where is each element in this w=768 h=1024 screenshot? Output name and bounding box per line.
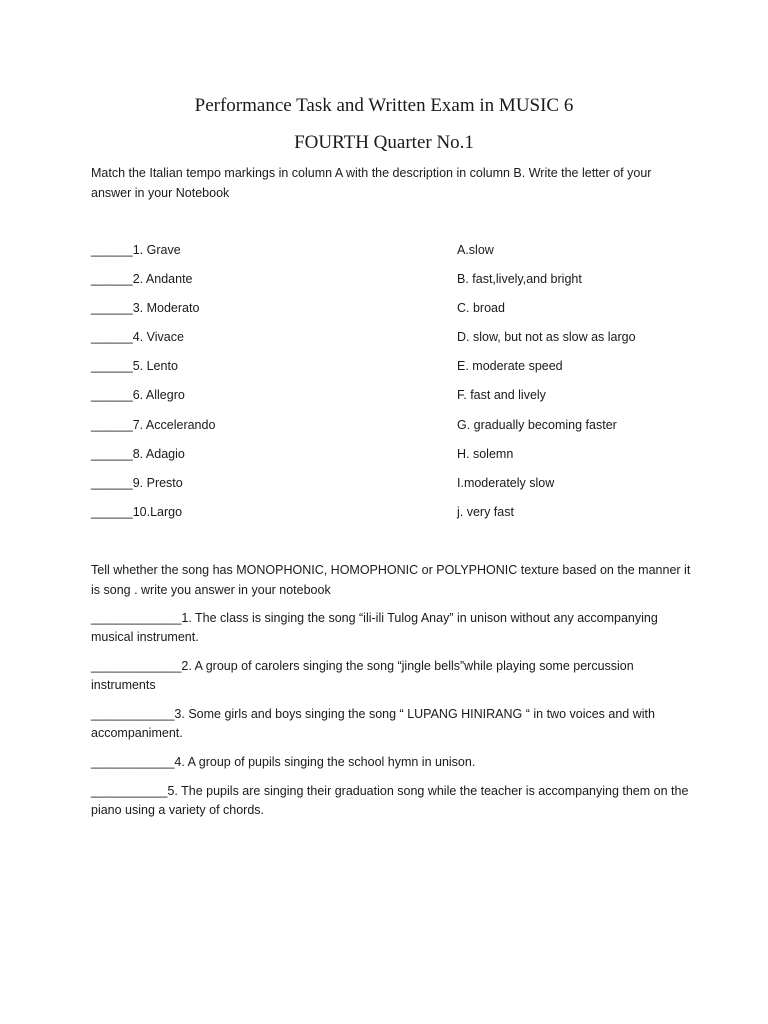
texture-question-list [91, 609, 691, 830]
matching-row [0, 299, 768, 328]
matching-row [0, 328, 768, 357]
description-item: B. fast,lively,and bright [457, 272, 582, 287]
texture-question: ____________4. A group of pupils singing the school hymn in unison. [91, 755, 476, 769]
description-item: F. fast and lively [457, 388, 546, 403]
matching-row [0, 386, 768, 415]
description-item: H. solemn [457, 446, 514, 461]
description-item: E. moderate speed [457, 359, 563, 374]
tempo-item: ______1. Grave [91, 243, 181, 257]
matching-row [0, 503, 768, 532]
tempo-item: ______10.Largo [91, 504, 183, 519]
tempo-item: ______7. Accelerando [91, 417, 216, 432]
description-item: G. gradually becoming faster [457, 417, 617, 432]
texture-question: ___________5. The pupils are singing their graduation song while the teacher is accompanying them on the piano using a variety of chords. [91, 784, 689, 817]
texture-instructions: Tell whether the song has MONOPHONIC, HOMOPHONIC or POLYPHONIC texture based on the manner it is song . write you answer in your notebook [91, 563, 691, 597]
tempo-item: ______4. Vivace [91, 330, 184, 345]
tempo-item: ______8. Adagio [91, 446, 185, 461]
matching-row [0, 416, 768, 445]
description-item: I.moderately slow [457, 475, 555, 490]
description-item: j. very fast [457, 504, 514, 519]
matching-row [0, 357, 768, 386]
matching-row [0, 270, 768, 299]
matching-row [0, 445, 768, 474]
description-item: A.slow [457, 243, 494, 257]
tempo-item: ______5. Lento [91, 359, 178, 374]
matching-row [0, 474, 768, 503]
tempo-item: ______3. Moderato [91, 301, 200, 316]
matching-instructions: Match the Italian tempo markings in column A with the description in column B. Write the letter of your answer in your Notebook [91, 166, 652, 200]
page-subtitle: FOURTH Quarter No.1 [294, 132, 474, 153]
tempo-item: ______9. Presto [91, 475, 183, 490]
matching-section [0, 241, 768, 532]
page-title: Performance Task and Written Exam in MUSIC 6 [194, 95, 574, 116]
tempo-item: ______6. Allegro [91, 388, 185, 403]
description-item: C. broad [457, 301, 505, 316]
matching-row [0, 241, 768, 270]
texture-question: _____________1. The class is singing the song “ili-ili Tulog Anay” in unison without any accompanying musical instrument. [91, 611, 658, 644]
texture-question: ____________3. Some girls and boys singing the song “ LUPANG HINIRANG “ in two voices and with accompaniment. [91, 707, 655, 740]
texture-question: _____________2. A group of carolers singing the song “jingle bells”while playing some percussion instruments [91, 659, 634, 692]
description-item: D. slow, but not as slow as largo [457, 330, 636, 345]
tempo-item: ______2. Andante [91, 272, 193, 287]
